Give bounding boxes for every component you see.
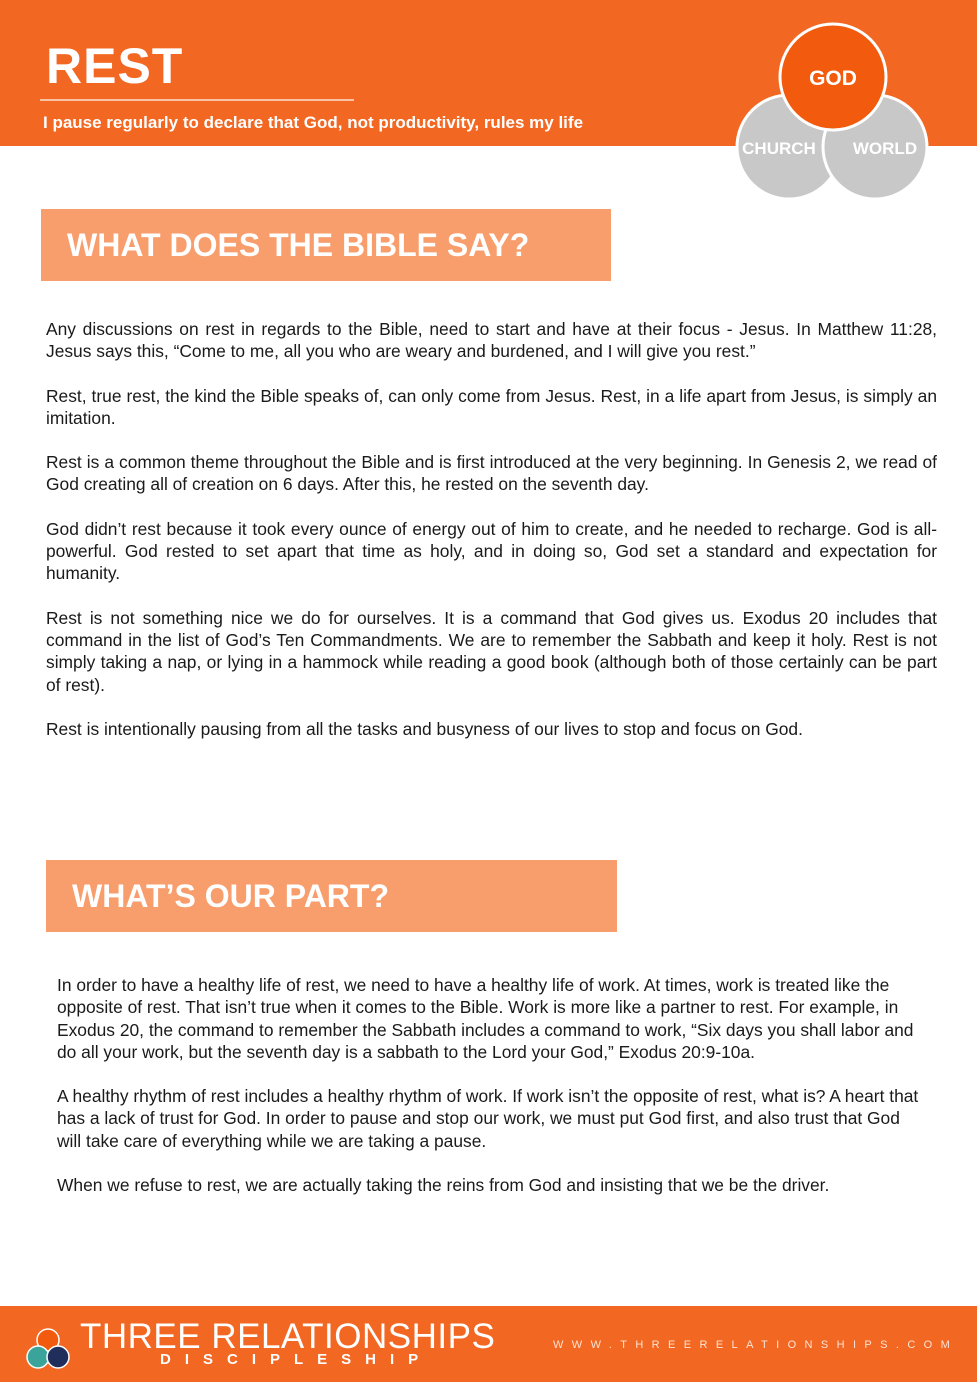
paragraph: Rest, true rest, the kind the Bible speaks of, can only come from Jesus. Rest, in a life apart from Jesus, is simply an imitation. xyxy=(46,385,937,428)
section-heading-our-part-text: WHAT’S OUR PART? xyxy=(72,878,389,914)
venn-label-god: GOD xyxy=(809,67,857,90)
paragraph: Rest is intentionally pausing from all the tasks and busyness of our lives to stop and focus on God. xyxy=(46,718,803,739)
footer-logo-right xyxy=(47,1346,69,1368)
footer-brand: THREE RELATIONSHIPS xyxy=(80,1317,496,1356)
our-part-section-body xyxy=(57,974,927,1218)
venn-diagram-icon xyxy=(735,20,935,205)
section-heading-our-part xyxy=(46,860,617,932)
footer-subtitle: DISCIPLESHIP xyxy=(160,1351,433,1368)
paragraph: A healthy rhythm of rest includes a healthy rhythm of work. If work isn’t the opposite of rest, what is? A heart that has a lack of trust for God. In order to pause and stop our work, we must put God first, and also trust that God will take care of everything while we are taking a pause. xyxy=(57,1086,919,1151)
paragraph: Rest is a common theme throughout the Bible and is first introduced at the very beginning. In Genesis 2, we read of God creating all of creation on 6 days. After this, he rested on the seventh day. xyxy=(46,452,937,495)
bible-section-body xyxy=(46,318,937,762)
venn-label-world: WORLD xyxy=(852,139,918,158)
footer-logo-left xyxy=(27,1346,49,1368)
section-heading-bible xyxy=(41,209,611,281)
paragraph: In order to have a healthy life of rest, we need to have a healthy life of work. At times, work is treated like the opposite of rest. That isn’t true when it comes to the Bible. Work is more like a partner to rest. For example, in Exodus 20, the command to remember the Sabbath includes a command to work, “Six days you shall labor and do all your work, but the seventh day is a sabbath to the Lord your God,” Exodus 20:9-10a. xyxy=(57,975,914,1062)
page-title: REST xyxy=(46,38,184,94)
venn-label-church: CHURCH xyxy=(742,139,816,158)
section-heading-bible-text: WHAT DOES THE BIBLE SAY? xyxy=(67,227,530,263)
paragraph: Any discussions on rest in regards to the Bible, need to start and have at their focus - Jesus. In Matthew 11:28, Jesus says this, “Come to me, all you who are weary and burdened, and I will give you rest.” xyxy=(46,319,937,362)
title-underline xyxy=(40,99,354,101)
paragraph: Rest is not something nice we do for ourselves. It is a command that God gives us. Exodus 20 includes that command in the list of God’s Ten Commandments. We are to remember the Sabbath and keep it holy. Rest is not simply taking a nap, or lying in a hammock while reading a good book (although both of those certainly can be part of rest). xyxy=(46,607,937,695)
paragraph: God didn’t rest because it took every ounce of energy out of him to create, and he needed to recharge. God is all-powerful. God rested to set apart that time as holy, and in doing so, God set a standard and expectation for humanity. xyxy=(46,518,937,584)
page-subtitle: I pause regularly to declare that God, not productivity, rules my life xyxy=(43,113,584,132)
footer-logo-icon xyxy=(24,1325,72,1373)
paragraph: When we refuse to rest, we are actually taking the reins from God and insisting that we be the driver. xyxy=(57,1175,830,1196)
footer-url: WWW.THREERELATIONSHIPS.COM xyxy=(553,1339,959,1351)
